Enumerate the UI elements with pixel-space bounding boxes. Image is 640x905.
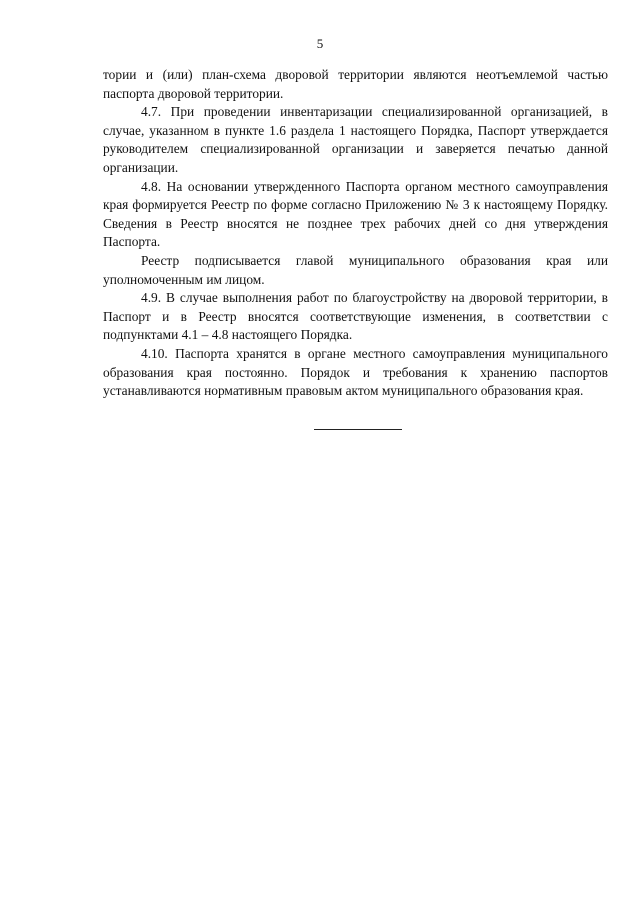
paragraph-4-10: 4.10. Паспорта хранятся в органе местного самоуправления муниципального образования края постоянно. Порядок и требования к хранению паспортов устанавливаются нормативным правовым актом муниципального образования края. [103, 345, 608, 399]
paragraph-4-7: 4.7. При проведении инвентаризации специализированной организацией, в случае, указанном в пункте 1.6 раздела 1 настоящего Порядка, Паспорт утверждается руководителем специализированной организации и заверяется печатью данной организации. [103, 104, 608, 175]
paragraph-continuation: тории и (или) план-схема дворовой территории являются неотъемлемой частью паспорта дворовой территории. [103, 67, 608, 101]
paragraph-4-8: 4.8. На основании утвержденного Паспорта органом местного самоуправления края формируется Реестр по форме согласно Приложению № 3 к настоящему Порядку. Сведения в Реестр вносятся не позднее трех рабочих дней со дня утверждения Паспорта. [103, 178, 608, 250]
document-body [103, 66, 608, 401]
end-separator-line [314, 429, 402, 430]
paragraph-registry-signing: Реестр подписывается главой муниципального образования края или уполномоченным им лицом. [103, 252, 608, 287]
page-number: 5 [316, 36, 324, 51]
paragraph-4-9: 4.9. В случае выполнения работ по благоустройству на дворовой территории, в Паспорт и в Реестр вносятся соответствующие изменения, в соответствии с подпунктами 4.1 – 4.8 настоящего Порядка. [103, 290, 608, 343]
